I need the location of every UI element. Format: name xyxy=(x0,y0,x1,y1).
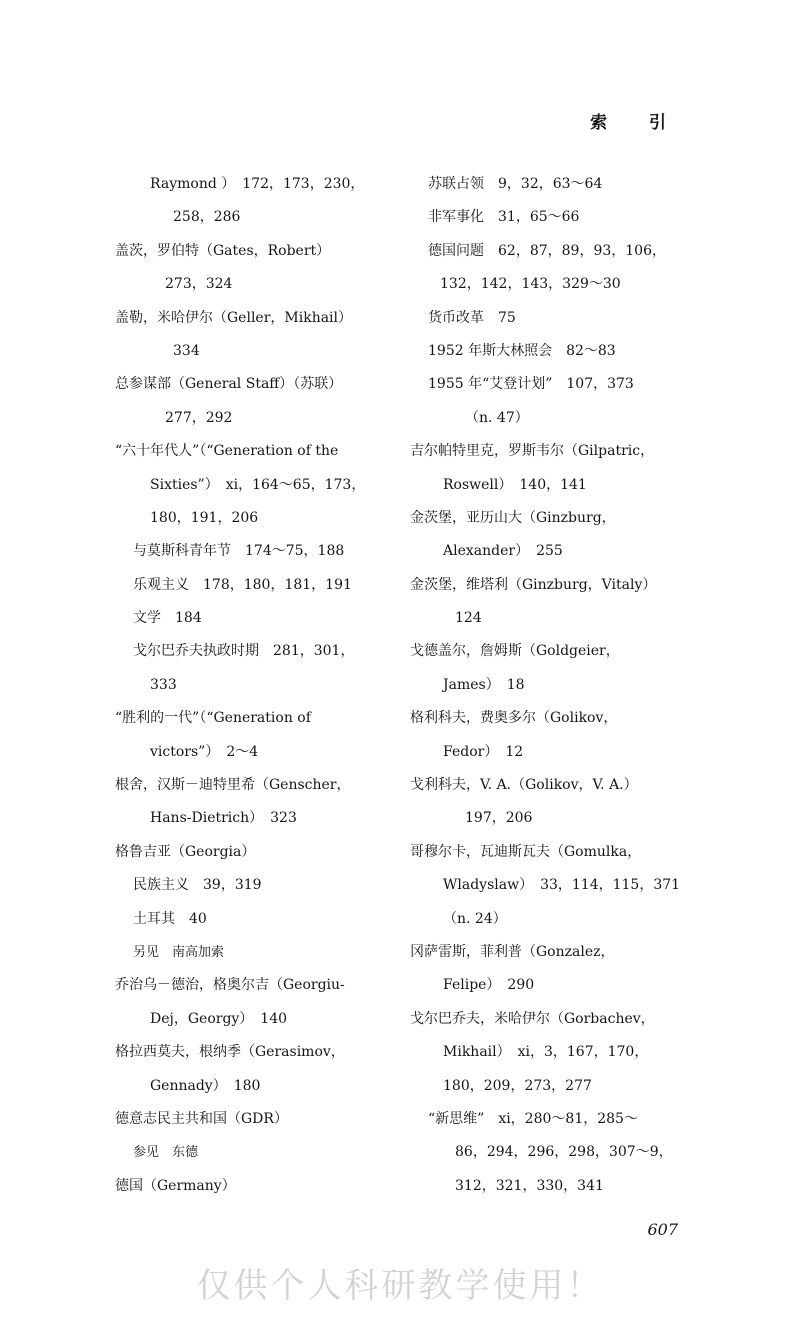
index-line: 德国（Germany） xyxy=(115,1177,236,1194)
page-number: 607 xyxy=(647,1220,678,1239)
index-line: victors”） 2～4 xyxy=(150,743,259,760)
index-line: Mikhail） xi，3，167，170， xyxy=(443,1044,649,1061)
index-line: “新思维” xi，280～81，285～ xyxy=(428,1110,638,1127)
index-column-left xyxy=(115,168,395,1203)
index-column-right xyxy=(410,168,690,1203)
index-line: 总参谋部（General Staff）（苏联） xyxy=(115,376,343,393)
index-line: 民族主义 39，319 xyxy=(133,877,262,894)
index-line: “六十年代人”（“Generation of the xyxy=(115,443,339,460)
index-line: （n. 24） xyxy=(443,910,507,927)
index-line: 乐观主义 178，180，181，191 xyxy=(133,576,352,593)
index-line: 180，191，206 xyxy=(150,509,259,526)
index-line: Felipe） 290 xyxy=(443,977,535,994)
page-header: 索 引 xyxy=(590,113,684,133)
index-line: 197，206 xyxy=(465,810,533,827)
index-line: 戈德盖尔，詹姆斯（Goldgeier， xyxy=(410,643,620,660)
watermark: 仅供个人科研教学使用！ xyxy=(196,1266,604,1306)
index-line: 根舍，汉斯－迪特里希（Genscher， xyxy=(115,777,351,794)
index-line: 格拉西莫夫，根纳季（Gerasimov， xyxy=(115,1044,345,1061)
index-line: Sixties”） xi，164～65，173， xyxy=(150,476,366,493)
index-line: 货币改革 75 xyxy=(428,309,516,326)
index-line: 格利科夫，费奥多尔（Golikov， xyxy=(410,710,618,727)
index-line: 334 xyxy=(173,342,200,359)
index-line: Alexander） 255 xyxy=(443,543,563,560)
index-line: 258，286 xyxy=(173,209,241,226)
index-line: 273，324 xyxy=(165,276,233,293)
index-line: 与莫斯科青年节 174～75，188 xyxy=(133,543,345,560)
index-line: 333 xyxy=(150,676,177,693)
index-line: 86，294，296，298，307～9， xyxy=(455,1144,673,1161)
index-line: “胜利的一代”（“Generation of xyxy=(115,710,311,727)
index-line: 另见 南高加索 xyxy=(133,944,225,960)
index-line: 德意志民主共和国（GDR） xyxy=(115,1110,288,1127)
index-line: 哥穆尔卡，瓦迪斯瓦夫（Gomulka， xyxy=(410,843,642,860)
index-line: 盖茨，罗伯特（Gates，Robert） xyxy=(115,242,331,259)
index-line: Roswell） 140，141 xyxy=(443,476,587,493)
index-line: 312，321，330，341 xyxy=(455,1177,604,1194)
index-line: 金茨堡，维塔利（Ginzburg，Vitaly） xyxy=(410,576,657,593)
index-line: Raymond ） 172，173，230， xyxy=(150,176,365,192)
index-line: 盖勒，米哈伊尔（Geller，Mikhail） xyxy=(115,309,353,326)
index-line: 苏联占领 9，32，63～64 xyxy=(428,176,603,192)
index-line: Fedor） 12 xyxy=(443,743,524,760)
index-line: 1952 年斯大林照会 82～83 xyxy=(428,342,616,359)
index-line: 1955 年“艾登计划” 107，373 xyxy=(428,376,634,393)
index-line: 277，292 xyxy=(165,409,233,426)
index-line: 土耳其 40 xyxy=(133,910,207,927)
index-line: Wladyslaw） 33，114，115，371 xyxy=(443,877,681,894)
index-line: 文学 184 xyxy=(133,610,202,627)
index-line: 非军事化 31，65～66 xyxy=(428,209,580,226)
index-line: Hans-Dietrich） 323 xyxy=(150,810,297,827)
index-line: 戈尔巴乔夫执政时期 281，301， xyxy=(133,643,355,660)
index-line: Gennady） 180 xyxy=(150,1077,261,1094)
index-line: 124 xyxy=(455,610,482,627)
index-line: 戈利科夫，V. A.（Golikov，V. A.） xyxy=(410,777,638,794)
index-line: 冈萨雷斯，菲利普（Gonzalez， xyxy=(410,943,615,960)
index-line: James） 18 xyxy=(443,676,525,693)
index-line: 格鲁吉亚（Georgia） xyxy=(115,843,256,860)
index-line: （n. 47） xyxy=(465,409,529,426)
index-line: 金茨堡，亚历山大（Ginzburg， xyxy=(410,509,616,526)
index-line: 德国问题 62，87，89，93，106， xyxy=(428,242,666,259)
index-line: 180，209，273，277 xyxy=(443,1077,592,1094)
index-line: Dej，Georgy） 140 xyxy=(150,1010,288,1027)
index-line: 乔治乌－德治，格奥尔吉（Georgiu- xyxy=(115,977,345,994)
index-line: 参见 东德 xyxy=(133,1145,199,1161)
index-line: 132，142，143，329～30 xyxy=(440,276,621,293)
index-line: 戈尔巴乔夫，米哈伊尔（Gorbachev， xyxy=(410,1010,655,1027)
index-line: 吉尔帕特里克，罗斯韦尔（Gilpatric， xyxy=(410,443,655,460)
